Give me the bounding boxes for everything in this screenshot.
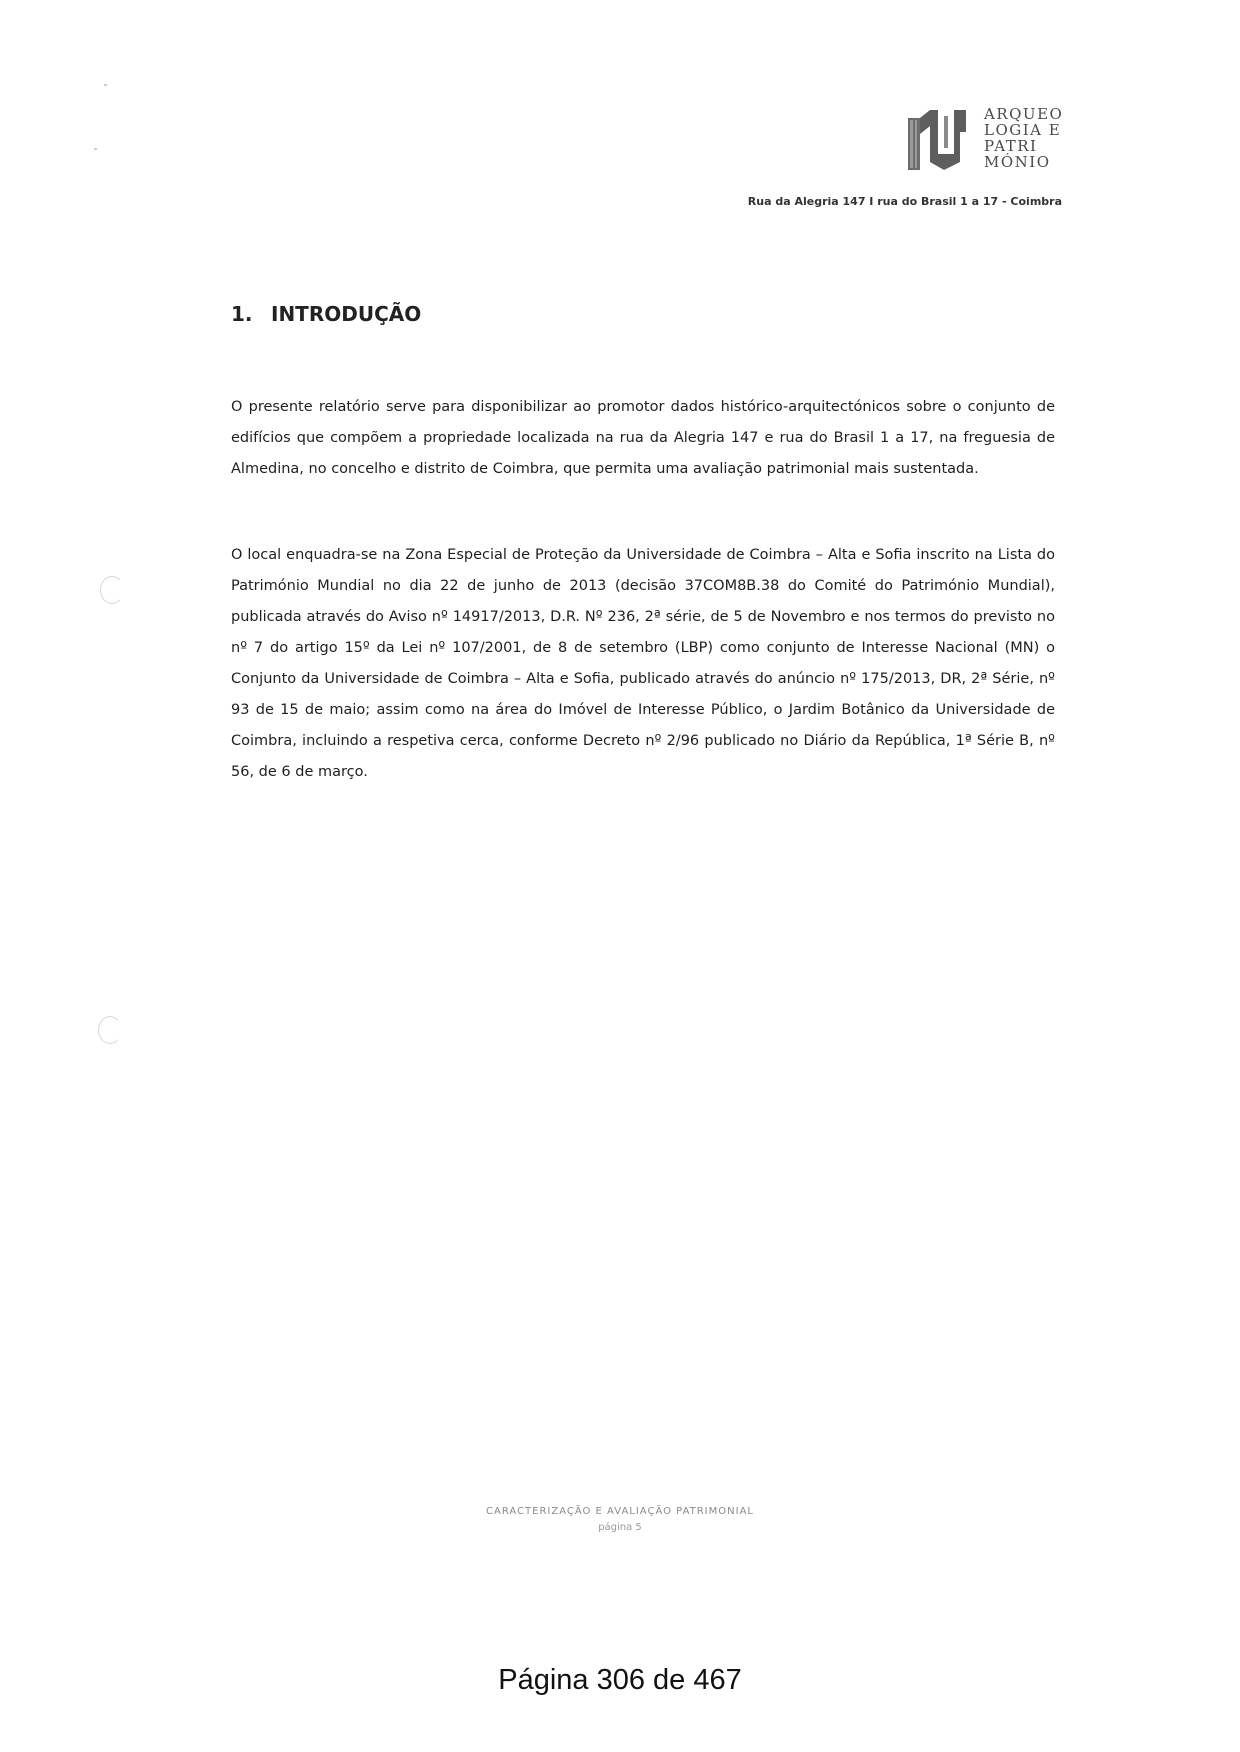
paragraph: O presente relatório serve para disponibilizar ao promotor dados histórico-arquitectónicos sobre o conjunto de edifícios que compõem a propriedade localizada na rua da Alegria 147 e rua do Brasil 1 a 17, na freguesia de Almedina, no concelho e distrito de Coimbra, que permita uma avaliação patrimonial mais sustentada.	[231, 399, 1055, 477]
footer-page-number: página 5	[598, 1522, 642, 1533]
scan-speck	[94, 148, 97, 150]
punch-hole-mark	[100, 576, 124, 604]
footer-title: CARACTERIZAÇÃO E AVALIAÇÃO PATRIMONIAL	[486, 1506, 754, 1517]
paragraph: O local enquadra-se na Zona Especial de Proteção da Universidade de Coimbra – Alta e Sofia inscrito na Lista do Património Mundial no dia 22 de junho de 2013 (decisão 37COM8B.38 do Comité do Património Mundial), publicada através do Aviso nº 14917/2013, D.R. Nº 236, 2ª série, de 5 de Novembro e nos termos do previsto no nº 7 do artigo 15º da Lei nº 107/2001, de 8 de setembro (LBP) como conjunto de Interesse Nacional (MN) o Conjunto da Universidade de Coimbra – Alta e Sofia, publicado através do anúncio nº 175/2013, DR, 2ª Série, nº 93 de 15 de maio; assim como na área do Imóvel de Interesse Público, o Jardim Botânico da Universidade de Coimbra, incluindo a respetiva cerca, conforme Decreto nº 2/96 publicado no Diário da República, 1ª Série B, nº 56, de 6 de março.	[231, 547, 1055, 780]
scan-speck	[104, 84, 107, 86]
arqueologia-patrimonio-logo-icon	[904, 104, 984, 176]
logo-line: LOGIA E	[984, 121, 1062, 139]
section-number: 1.	[231, 302, 253, 326]
viewer-page-label: Página 306 de 467	[498, 1664, 742, 1696]
header-address: Rua da Alegria 147 I rua do Brasil 1 a 17 - Coimbra	[747, 195, 1062, 208]
section-heading	[231, 302, 421, 326]
logo-line: ARQUEO	[984, 105, 1064, 123]
punch-hole-mark	[98, 1016, 122, 1044]
logo-line: MÓNIO	[984, 153, 1051, 171]
company-logo	[904, 104, 1064, 176]
logo-line: PATRI	[984, 137, 1038, 155]
logo-wordmark	[984, 106, 1063, 170]
section-title: INTRODUÇÃO	[271, 302, 422, 326]
